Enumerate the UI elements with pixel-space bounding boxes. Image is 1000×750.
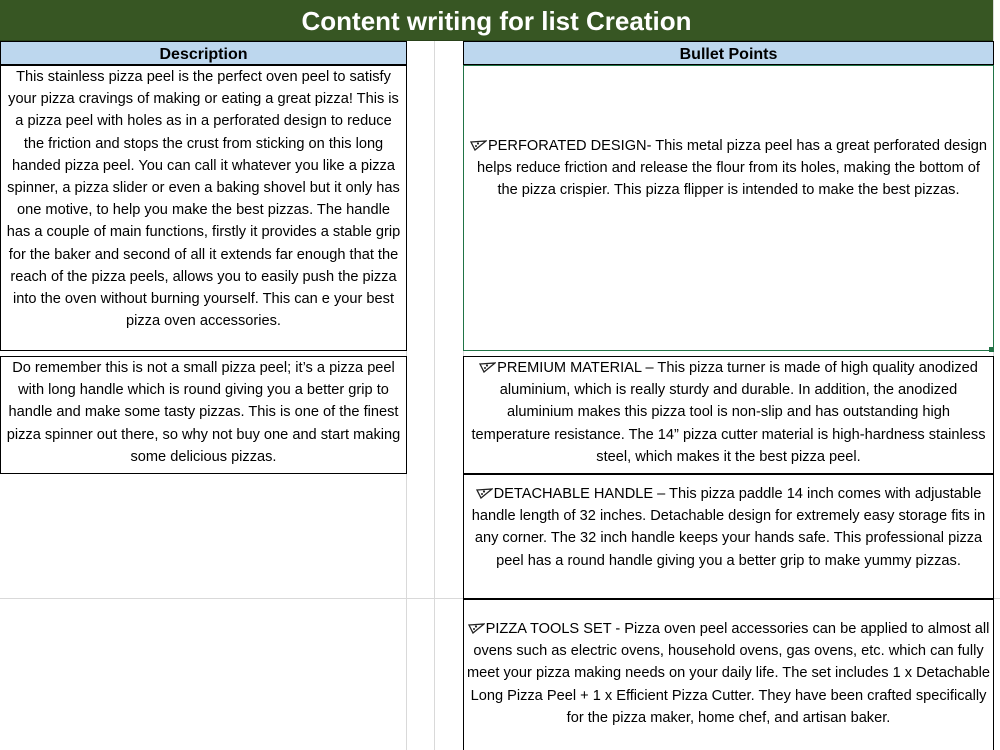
bullet-cell-1[interactable]	[463, 65, 994, 351]
fill-handle[interactable]	[989, 347, 994, 352]
sheet-title[interactable]: Content writing for list Creation	[0, 0, 993, 41]
header-bullet-points[interactable]: Bullet Points	[463, 41, 994, 65]
pizza-slice-icon	[468, 623, 485, 634]
gridline	[434, 0, 435, 750]
pizza-slice-icon	[470, 140, 487, 151]
pizza-slice-icon	[476, 488, 493, 499]
bullet-cell-4[interactable]	[463, 599, 994, 750]
bullet-text: PERFORATED DESIGN- This metal pizza peel has a great perforated design helps reduce friction and release the flour from its holes, making the bottom of the pizza crispier. This pizza flipper is intended to make the best pizzas.	[477, 137, 988, 199]
header-description[interactable]: Description	[0, 41, 407, 65]
bullet-cell-3[interactable]	[463, 474, 994, 599]
description-text: This stainless pizza peel is the perfect oven peel to satisfy your pizza cravings of making or eating a great pizza! This is a pizza peel with holes as in a perforated design to reduce the friction and stops the crust from sticking on this long handed pizza peel. You can call it whatever you like a pizza spinner, a pizza slider or even a baking shovel but it only has one motive, to help you make the best pizzas. The handle has a couple of main functions, firstly it provides a stable grip for the baker and second of all it extends far enough that the reach of the pizza peels, allows you to easily push the pizza into the oven without burning yourself. This can e your best pizza oven accessories.	[6, 69, 401, 330]
description-text: Do remember this is not a small pizza peel; it’s a pizza peel with long handle which is round giving you a better grip to handle and make some tasty pizzas. This is one of the finest pizza spinner out there, so why not buy one and start making some delicious pizzas.	[6, 360, 401, 465]
pizza-slice-icon	[479, 362, 496, 373]
description-cell-2[interactable]	[0, 356, 407, 474]
bullet-text: PIZZA TOOLS SET - Pizza oven peel accessories can be applied to almost all ovens such as electric ovens, household ovens, gas ovens, etc. which can fully meet your pizza making needs on your daily life. The set includes 1 x Detachable Long Pizza Peel + 1 x Efficient Pizza Cutter. They have been crafted specifically for the pizza maker, home chef, and artisan baker.	[467, 621, 990, 726]
bullet-cell-2[interactable]	[463, 356, 994, 474]
bullet-text: DETACHABLE HANDLE – This pizza paddle 14 inch comes with adjustable handle length of 32 inches. Detachable design for extremely easy storage fits in any corner. The 32 inch handle keeps your hands safe. This professional pizza peel has a round handle giving you a better grip to make yummy pizzas.	[471, 486, 986, 569]
bullet-text: PREMIUM MATERIAL – This pizza turner is made of high quality anodized aluminium, which is really sturdy and durable. In addition, the anodized aluminium makes this pizza tool is non-slip and has outstanding high temperature resistance. The 14” pizza cutter material is high-hardness stainless steel, which makes it the best pizza peel.	[471, 360, 986, 465]
description-cell-1[interactable]	[0, 65, 407, 351]
